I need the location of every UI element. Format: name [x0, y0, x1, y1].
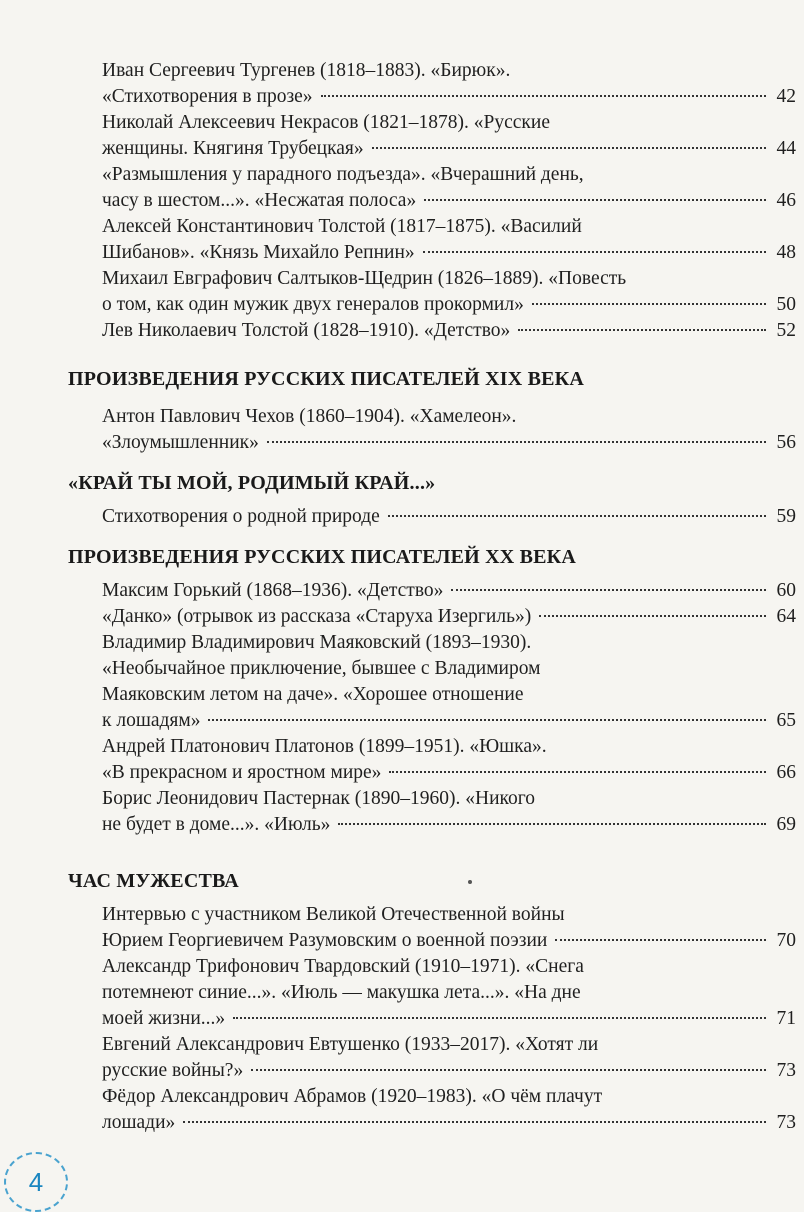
toc-page-number: 64	[776, 606, 796, 627]
toc-entry-line	[102, 504, 796, 530]
toc-entry-text: Алексей Константинович Толстой (1817–1875). «Василий	[102, 216, 582, 237]
toc-entry-text: женщины. Княгиня Трубецкая»	[102, 138, 364, 159]
toc-page-number: 65	[776, 710, 796, 731]
toc-page-number: 56	[776, 432, 796, 453]
toc-entry-line	[102, 84, 796, 110]
toc-page-number: 69	[776, 814, 796, 835]
toc-entry-line	[102, 1110, 796, 1136]
dot-leader	[532, 303, 766, 305]
toc-entry[interactable]	[102, 266, 796, 318]
toc-page-number: 70	[776, 930, 796, 951]
page-number-badge: 4	[4, 1152, 68, 1212]
toc-entry[interactable]	[102, 318, 796, 344]
toc-entry-line	[102, 682, 796, 708]
toc-page-number: 48	[776, 242, 796, 263]
toc-entry[interactable]	[102, 578, 796, 604]
toc-entry-text: не будет в доме...». «Июль»	[102, 814, 331, 835]
toc-entry-text: моей жизни...»	[102, 1008, 226, 1029]
toc-page-number: 50	[776, 294, 796, 315]
dot-leader	[338, 823, 766, 825]
toc-page-number: 42	[776, 86, 796, 107]
toc-page-number: 44	[776, 138, 796, 159]
toc-entry-text: Шибанов». «Князь Михайло Репнин»	[102, 242, 415, 263]
toc-entry[interactable]	[102, 902, 796, 954]
toc-entry-line	[102, 1006, 796, 1032]
dot-leader	[183, 1121, 766, 1123]
toc-entry-line	[102, 656, 796, 682]
toc-entry-line	[102, 902, 796, 928]
toc-entry-text: часу в шестом...». «Несжатая полоса»	[102, 190, 417, 211]
toc-entry-line	[102, 980, 796, 1006]
toc-entry-text: Иван Сергеевич Тургенев (1818–1883). «Бирюк».	[102, 60, 511, 81]
toc-page-number: 46	[776, 190, 796, 211]
dot-leader	[555, 939, 766, 941]
toc-page-number: 59	[776, 506, 796, 527]
toc-entry-text: к лошадям»	[102, 710, 201, 731]
toc-entry[interactable]	[102, 604, 796, 630]
toc-entry-line	[102, 708, 796, 734]
toc-entry[interactable]	[102, 1084, 796, 1136]
toc-entry[interactable]	[102, 734, 796, 786]
toc-entry-line	[102, 162, 796, 188]
toc-entry-line	[102, 578, 796, 604]
dot-leader	[423, 251, 766, 253]
dot-leader	[267, 441, 766, 443]
toc-entry[interactable]	[102, 404, 796, 456]
toc-entry-line	[102, 1084, 796, 1110]
toc-entry-line	[102, 430, 796, 456]
toc-entry-line	[102, 928, 796, 954]
toc-entry-line	[102, 604, 796, 630]
toc-entry-text: «Размышления у парадного подъезда». «Вчерашний день,	[102, 164, 584, 185]
toc-page-number: 71	[776, 1008, 796, 1029]
toc-entry-line	[102, 404, 796, 430]
toc-entry-text: Борис Леонидович Пастернак (1890–1960). «Никого	[102, 788, 536, 809]
toc-entry[interactable]	[102, 786, 796, 838]
toc-entry-text: «Злоумышленник»	[102, 432, 259, 453]
toc-entry[interactable]	[102, 58, 796, 110]
toc-entry-line	[102, 760, 796, 786]
toc-page-number: 52	[776, 320, 796, 341]
toc-entry-line	[102, 954, 796, 980]
toc-entry-line	[102, 58, 796, 84]
toc-entry-text: потемнеют синие...». «Июль — макушка лета...». «На дне	[102, 982, 581, 1003]
toc-entry[interactable]	[102, 954, 796, 1032]
toc-entry-text: Интервью с участником Великой Отечественной войны	[102, 904, 565, 925]
toc-entry-text: Маяковским летом на даче». «Хорошее отношение	[102, 684, 524, 705]
toc-entry-line	[102, 786, 796, 812]
section-heading: «КРАЙ ТЫ МОЙ, РОДИМЫЙ КРАЙ...»	[68, 472, 436, 494]
dot-leader	[424, 199, 766, 201]
toc-entry-text: «Необычайное приключение, бывшее с Владимиром	[102, 658, 541, 679]
toc-entry-line	[102, 1058, 796, 1084]
dot-leader	[372, 147, 766, 149]
toc-entry-line	[102, 318, 796, 344]
toc-entry-line	[102, 812, 796, 838]
toc-entry-text: «Данко» (отрывок из рассказа «Старуха Изергиль»)	[102, 606, 532, 627]
toc-entry-text: Антон Павлович Чехов (1860–1904). «Хамелеон».	[102, 406, 517, 427]
dot-leader	[518, 329, 766, 331]
toc-entry-text: «Стихотворения в прозе»	[102, 86, 313, 107]
toc-entry-line	[102, 292, 796, 318]
toc-entry-text: Лев Николаевич Толстой (1828–1910). «Детство»	[102, 320, 511, 341]
toc-page-number: 73	[776, 1112, 796, 1133]
toc-page-number: 60	[776, 580, 796, 601]
section-heading: ЧАС МУЖЕСТВА	[68, 870, 239, 892]
toc-entry-text: Фёдор Александрович Абрамов (1920–1983). «О чём плачут	[102, 1086, 603, 1107]
toc-entry-text: Николай Алексеевич Некрасов (1821–1878). «Русские	[102, 112, 550, 133]
toc-entry-text: Евгений Александрович Евтушенко (1933–2017). «Хотят ли	[102, 1034, 599, 1055]
toc-entry-line	[102, 630, 796, 656]
toc-entry-text: Михаил Евграфович Салтыков-Щедрин (1826–1889). «Повесть	[102, 268, 627, 289]
dot-leader	[389, 771, 766, 773]
dot-leader	[233, 1017, 766, 1019]
toc-entry-text: «В прекрасном и яростном мире»	[102, 762, 382, 783]
toc-page-number: 66	[776, 762, 796, 783]
toc-entry-line	[102, 266, 796, 292]
dot-leader	[251, 1069, 766, 1071]
toc-entry[interactable]	[102, 630, 796, 734]
toc-entry-text: Александр Трифонович Твардовский (1910–1971). «Снега	[102, 956, 584, 977]
toc-entry-text: о том, как один мужик двух генералов прокормил»	[102, 294, 524, 315]
toc-entry-line	[102, 188, 796, 214]
dot-leader	[388, 515, 766, 517]
toc-entry-line	[102, 240, 796, 266]
toc-entry-line	[102, 1032, 796, 1058]
toc-entry-text: Юрием Георгиевичем Разумовским о военной поэзии	[102, 930, 548, 951]
toc-entry[interactable]	[102, 1032, 796, 1084]
toc-entry-text: Владимир Владимирович Маяковский (1893–1930).	[102, 632, 532, 653]
dot-leader	[451, 589, 766, 591]
dot-leader	[208, 719, 766, 721]
toc-entry-text: лошади»	[102, 1112, 176, 1133]
toc-entry-text: Максим Горький (1868–1936). «Детство»	[102, 580, 444, 601]
toc-entry[interactable]	[102, 504, 796, 530]
section-heading: ПРОИЗВЕДЕНИЯ РУССКИХ ПИСАТЕЛЕЙ XIX ВЕКА	[68, 368, 585, 390]
toc-entry-text: Стихотворения о родной природе	[102, 506, 380, 527]
toc-entry-line	[102, 214, 796, 240]
section-heading: ПРОИЗВЕДЕНИЯ РУССКИХ ПИСАТЕЛЕЙ XX ВЕКА	[68, 546, 577, 568]
toc-entry[interactable]	[102, 214, 796, 266]
dot-leader	[321, 95, 766, 97]
toc-entry-line	[102, 734, 796, 760]
print-speck	[468, 880, 472, 884]
toc-entry[interactable]	[102, 110, 796, 162]
dot-leader	[539, 615, 766, 617]
toc-entry-text: Андрей Платонович Платонов (1899–1951). «Юшка».	[102, 736, 547, 757]
toc-entry[interactable]	[102, 162, 796, 214]
toc-entry-line	[102, 110, 796, 136]
toc-entry-text: русские войны?»	[102, 1060, 244, 1081]
toc-page-number: 73	[776, 1060, 796, 1081]
toc-entry-line	[102, 136, 796, 162]
